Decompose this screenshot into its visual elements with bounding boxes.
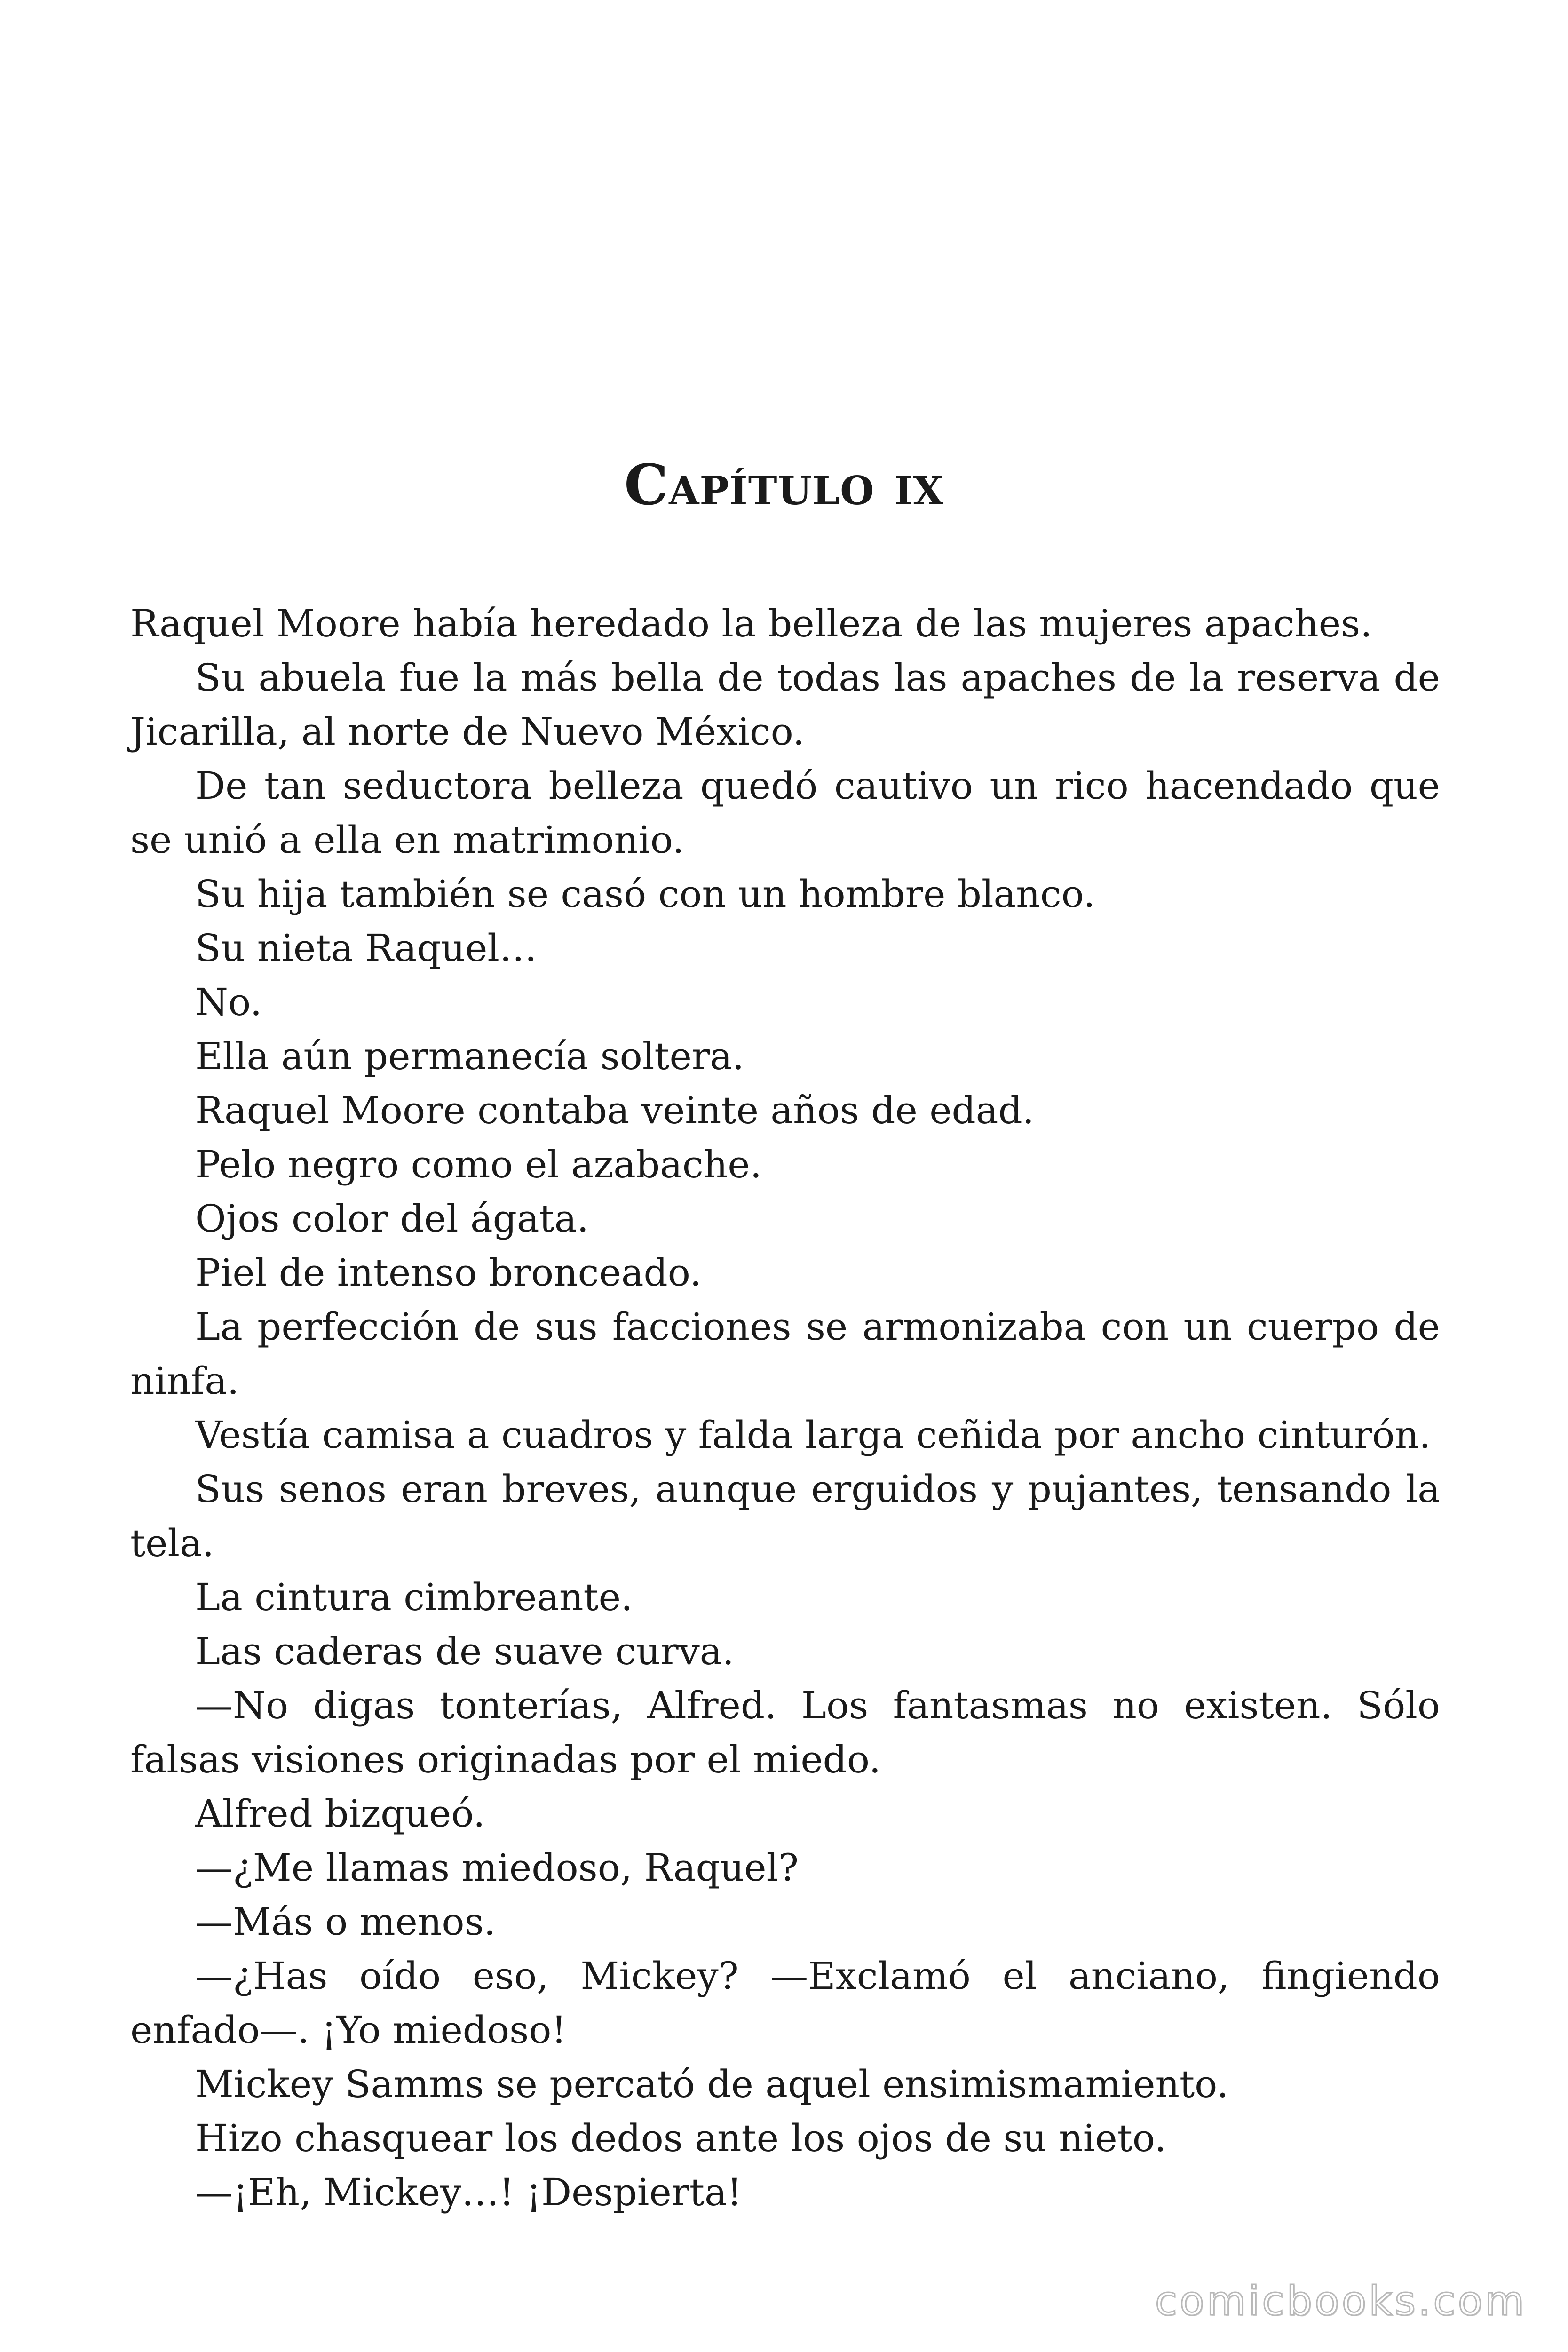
paragraph: —¿Me llamas miedoso, Raquel? (195, 1846, 799, 1890)
chapter-title-text: Capítulo ix (624, 452, 944, 517)
paragraph: Mickey Samms se percató de aquel ensimismamiento. (195, 2062, 1229, 2106)
paragraph: Pelo negro como el azabache. (195, 1143, 762, 1186)
paragraph: No. (195, 980, 262, 1024)
paragraph: —¡Eh, Mickey…! ¡Despierta! (195, 2170, 742, 2214)
chapter-body (130, 596, 1440, 2219)
paragraph: Alfred bizqueó. (195, 1792, 485, 1836)
paragraph: Raquel Moore contaba veinte años de edad. (195, 1089, 1035, 1132)
paragraph: Su nieta Raquel… (195, 926, 537, 970)
paragraph: Piel de intenso bronceado. (195, 1251, 702, 1295)
paragraph: La perfección de sus facciones se armonizaba con un cuerpo de ninfa. (130, 1305, 1440, 1403)
paragraph: Raquel Moore había heredado la belleza de las mujeres apaches. (130, 602, 1372, 645)
paragraph: —Más o menos. (195, 1900, 496, 1944)
chapter-title (0, 452, 1568, 518)
paragraph: Su abuela fue la más bella de todas las apaches de la reserva de Jicarilla, al norte de Nuevo México. (130, 656, 1440, 754)
paragraph: Las caderas de suave curva. (195, 1629, 734, 1673)
paragraph: Vestía camisa a cuadros y falda larga ceñida por ancho cinturón. (195, 1413, 1431, 1457)
watermark: comicbooks.com (1155, 2278, 1527, 2325)
paragraph: —¿Has oído eso, Mickey? —Exclamó el anciano, fingiendo enfado—. ¡Yo miedoso! (130, 1954, 1440, 2052)
paragraph: Hizo chasquear los dedos ante los ojos de su nieto. (195, 2116, 1167, 2160)
paragraph: Ojos color del ágata. (195, 1197, 589, 1240)
paragraph: La cintura cimbreante. (195, 1575, 633, 1619)
paragraph: De tan seductora belleza quedó cautivo un rico hacendado que se unió a ella en matrimonio. (130, 764, 1440, 862)
paragraph: Ella aún permanecía soltera. (195, 1034, 744, 1078)
paragraph: Sus senos eran breves, aunque erguidos y pujantes, tensando la tela. (130, 1467, 1440, 1565)
paragraph: Su hija también se casó con un hombre blanco. (195, 872, 1095, 916)
paragraph: —No digas tonterías, Alfred. Los fantasmas no existen. Sólo falsas visiones originadas por el miedo. (130, 1684, 1440, 1781)
